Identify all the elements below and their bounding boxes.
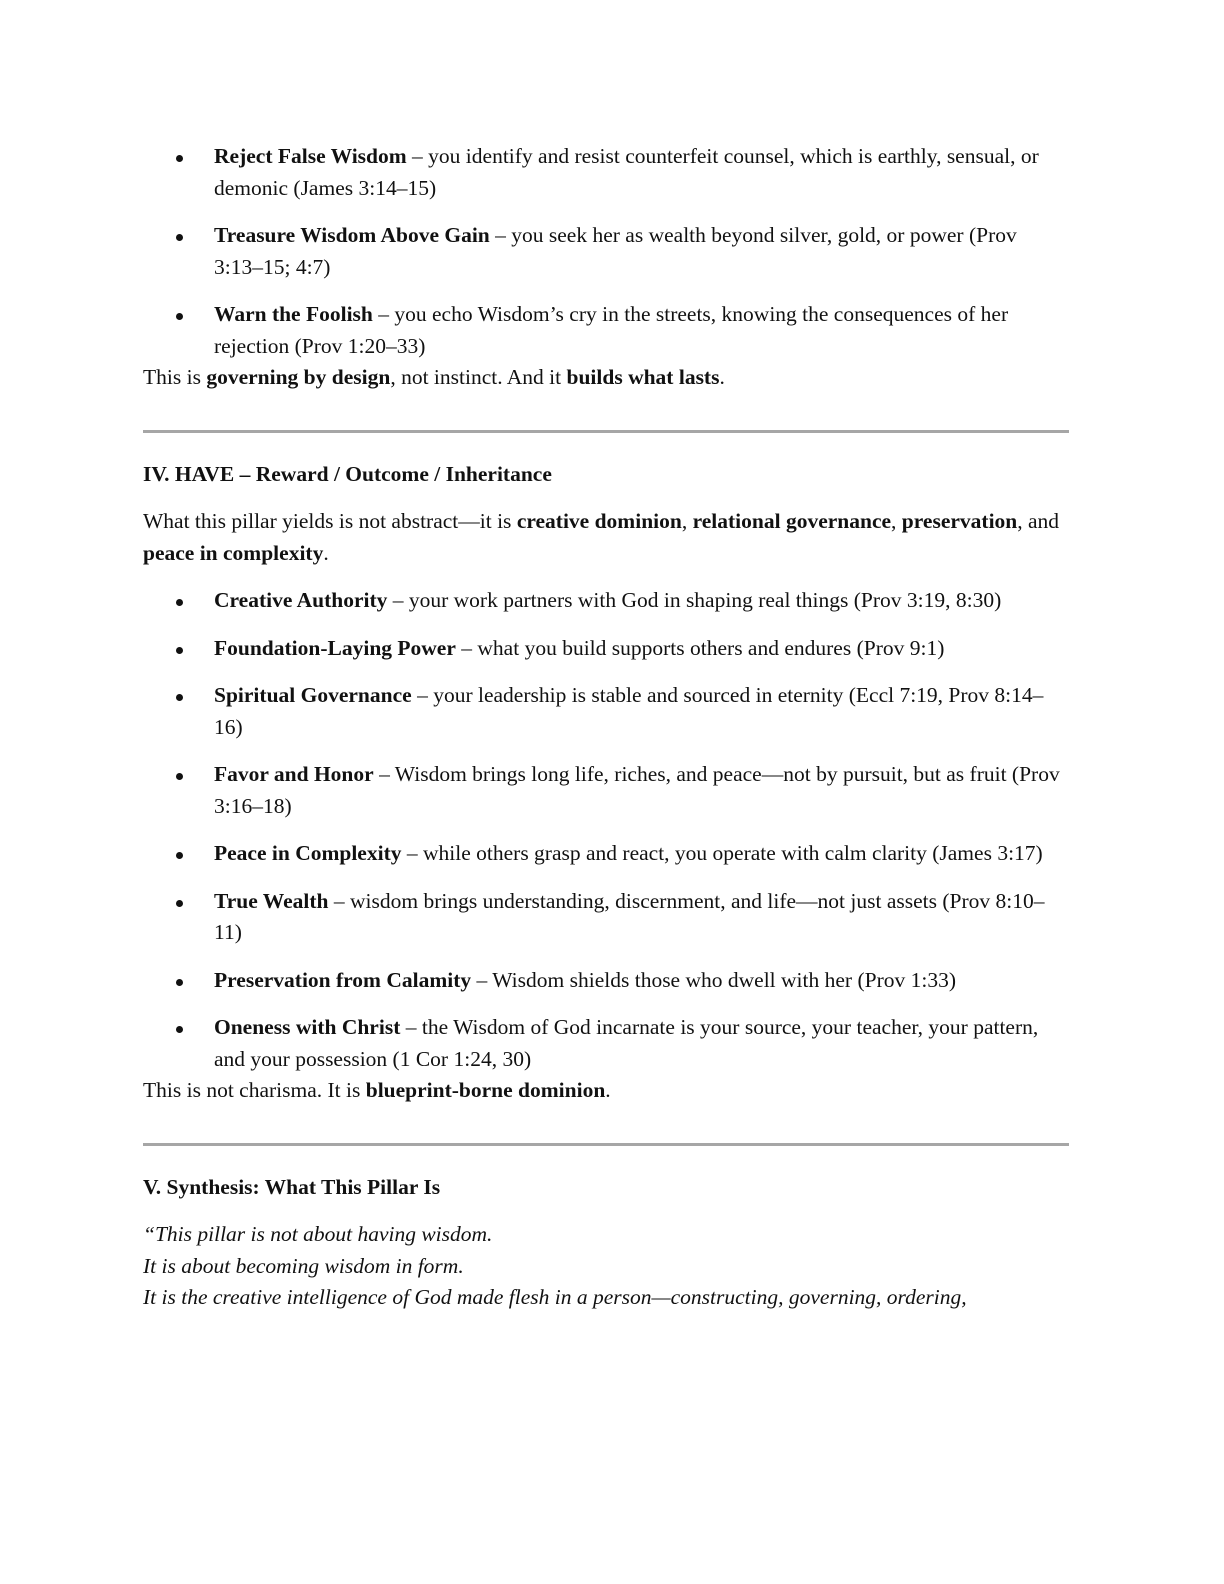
intro-text: . <box>323 540 329 565</box>
summary-emphasis: builds what lasts <box>566 365 720 389</box>
intro-emphasis: relational governance <box>692 509 892 533</box>
section-iv-bullet-list <box>143 585 1069 1075</box>
bullet-term: True Wealth <box>214 888 329 913</box>
section-iii-summary <box>143 362 1069 394</box>
list-item <box>143 141 1069 204</box>
quote-line: “This pillar is not about having wisdom. <box>143 1222 493 1246</box>
bullet-text: – your leadership is stable and sourced in eternity (Eccl 7:19, Prov 8:14–16) <box>214 683 1044 739</box>
bullet-text: – what you build supports others and endures (Prov 9:1) <box>455 635 945 660</box>
section-v-heading: V. Synthesis: What This Pillar Is <box>143 1174 441 1199</box>
section-divider <box>143 430 1069 433</box>
bullet-text: – you seek her as wealth beyond silver, gold, or power (Prov 3:13–15; 4:7) <box>214 223 1017 279</box>
list-item <box>143 585 1069 617</box>
list-item <box>143 1012 1069 1075</box>
summary-text: . <box>719 365 725 389</box>
synthesis-quote <box>143 1219 1069 1314</box>
bullet-term: Spiritual Governance <box>214 683 412 707</box>
bullet-term: Warn the Foolish <box>214 302 373 326</box>
intro-emphasis: peace in complexity <box>143 540 324 565</box>
quote-line: It is about becoming wisdom in form. <box>143 1253 464 1278</box>
quote-line: It is the creative intelligence of God made flesh in a person—constructing, governing, ordering, <box>143 1285 967 1309</box>
section-iii-bullet-list <box>143 141 1069 362</box>
bullet-term: Preservation from Calamity <box>214 967 472 992</box>
section-iv-heading: IV. HAVE – Reward / Outcome / Inheritance <box>143 461 552 486</box>
bullet-text: – Wisdom brings long life, riches, and peace—not by pursuit, but as fruit (Prov 3:16–18) <box>214 762 1060 818</box>
bullet-text: – the Wisdom of God incarnate is your source, your teacher, your pattern, and your possession (1 Cor 1:24, 30) <box>214 1015 1039 1071</box>
list-item <box>143 965 1069 997</box>
summary-text: , not instinct. And it <box>390 365 567 389</box>
list-item <box>143 220 1069 283</box>
intro-text: , <box>681 509 693 533</box>
list-item <box>143 633 1069 665</box>
bullet-text: – you identify and resist counterfeit counsel, which is earthly, sensual, or demonic (James 3:14–15) <box>214 144 1039 200</box>
bullet-text: – your work partners with God in shaping real things (Prov 3:19, 8:30) <box>387 588 1002 612</box>
bullet-term: Foundation-Laying Power <box>214 635 456 660</box>
summary-text: . <box>605 1078 611 1102</box>
bullet-text: – while others grasp and react, you operate with calm clarity (James 3:17) <box>401 841 1043 865</box>
intro-text: , <box>891 509 902 533</box>
bullet-term: Reject False Wisdom <box>214 144 407 168</box>
bullet-term: Favor and Honor <box>214 762 374 786</box>
intro-text: , and <box>1017 509 1060 533</box>
bullet-term: Oneness with Christ <box>214 1015 401 1039</box>
intro-emphasis: preservation <box>901 509 1018 533</box>
bullet-term: Creative Authority <box>214 588 388 612</box>
intro-text: What this pillar yields is not abstract—it is <box>143 509 517 533</box>
bullet-text: – wisdom brings understanding, discernment, and life—not just assets (Prov 8:10–11) <box>214 888 1045 944</box>
list-item <box>143 759 1069 822</box>
bullet-text: – Wisdom shields those who dwell with her (Prov 1:33) <box>471 967 956 992</box>
summary-emphasis: governing by design <box>206 365 391 389</box>
section-iv-summary <box>143 1075 1069 1107</box>
intro-emphasis: creative dominion <box>516 509 682 533</box>
summary-text: This is <box>143 365 207 389</box>
summary-emphasis: blueprint-borne dominion <box>365 1078 606 1102</box>
list-item <box>143 680 1069 743</box>
summary-text: This is not charisma. It is <box>143 1078 366 1102</box>
bullet-term: Treasure Wisdom Above Gain <box>214 223 490 247</box>
section-iv-intro <box>143 506 1069 569</box>
list-item <box>143 838 1069 870</box>
list-item <box>143 299 1069 362</box>
bullet-text: – you echo Wisdom’s cry in the streets, knowing the consequences of her rejection (Prov 1:20–33) <box>214 302 1009 358</box>
list-item <box>143 886 1069 949</box>
bullet-term: Peace in Complexity <box>214 841 402 865</box>
section-divider <box>143 1143 1069 1146</box>
document-page <box>143 141 1069 1314</box>
